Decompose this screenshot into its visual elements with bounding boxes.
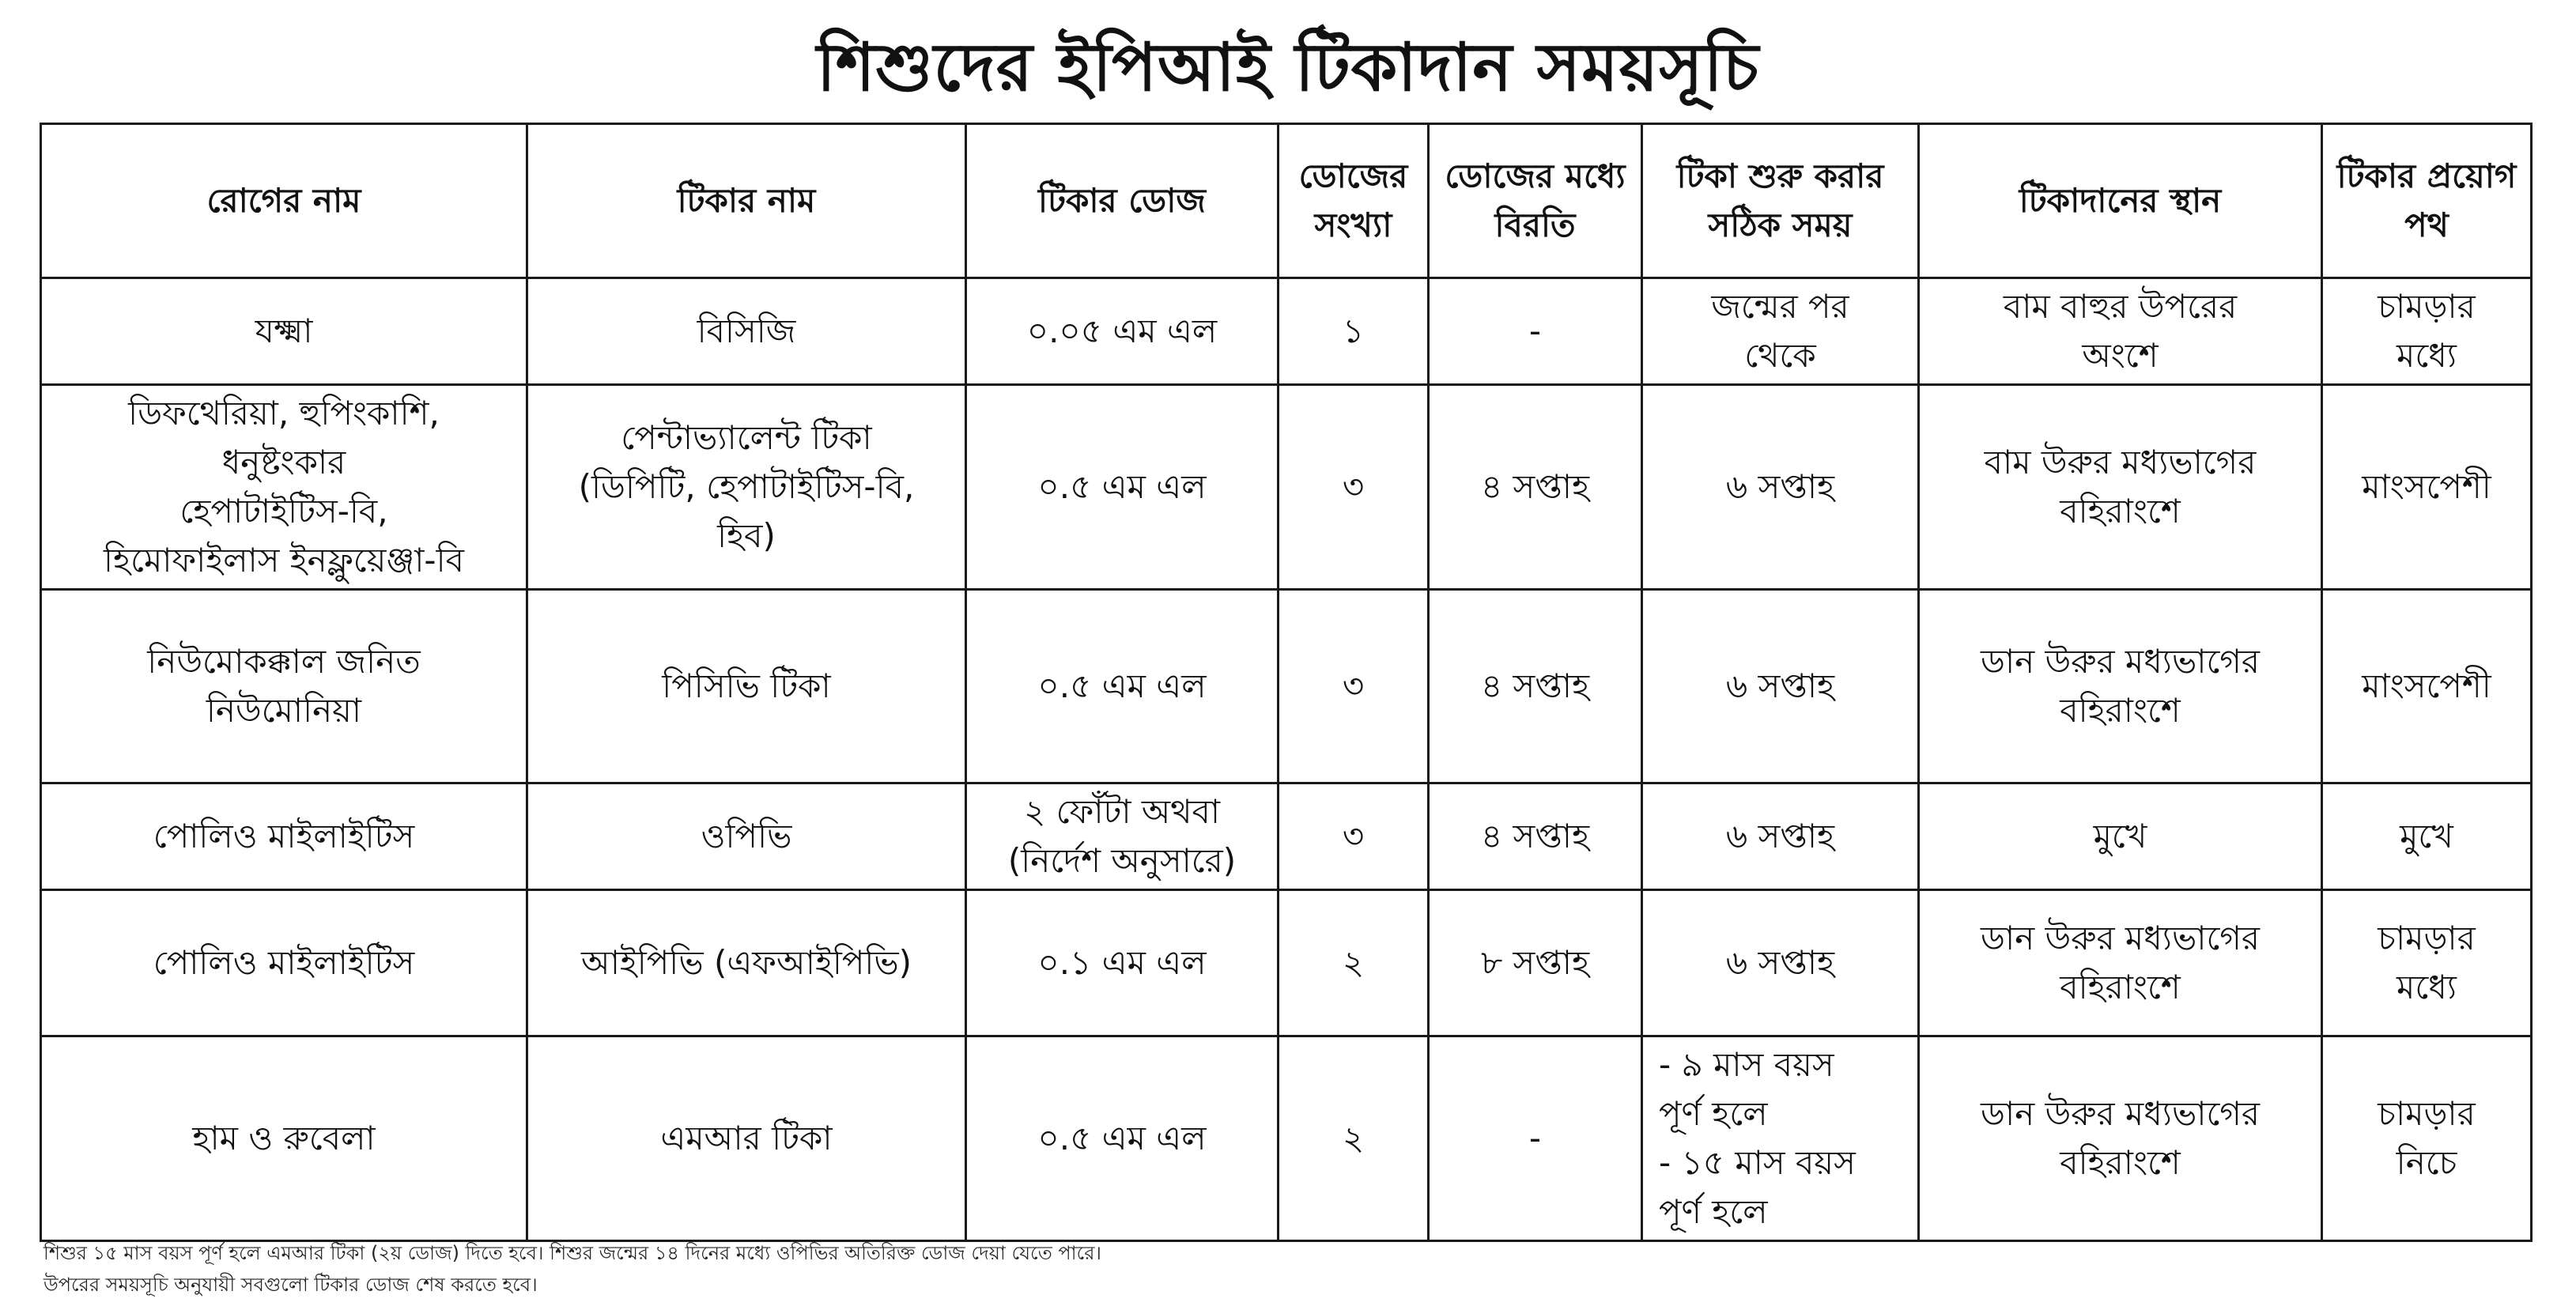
cell-start-time: ৬ সপ্তাহ <box>1642 783 1919 890</box>
cell-injection-site: ডান উরুর মধ্যভাগের বহিরাংশে <box>1919 590 2322 783</box>
header-dose: টিকার ডোজ <box>966 124 1279 278</box>
cell-start-time: ৬ সপ্তাহ <box>1642 590 1919 783</box>
cell-dose-interval: - <box>1429 1036 1642 1241</box>
cell-dose-count: ২ <box>1279 890 1429 1036</box>
cell-dose-count: ২ <box>1279 1036 1429 1241</box>
cell-dose-count: ১ <box>1279 278 1429 385</box>
cell-disease: পোলিও মাইলাইটিস <box>41 783 527 890</box>
table-row <box>41 278 2532 385</box>
cell-dose-interval: ৪ সপ্তাহ <box>1429 385 1642 590</box>
cell-vaccine: ওপিভি <box>527 783 966 890</box>
cell-vaccine: এমআর টিকা <box>527 1036 966 1241</box>
vaccination-schedule-table <box>40 123 2533 1242</box>
header-dose-interval: ডোজের মধ্যে বিরতি <box>1429 124 1642 278</box>
table-row <box>41 1036 2532 1241</box>
footnote-line: উপরের সময়সূচি অনুযায়ী সবগুলো টিকার ডোজ শেষ করতে হবে। <box>43 1274 538 1296</box>
table-row <box>41 590 2532 783</box>
cell-disease: যক্ষ্মা <box>41 278 527 385</box>
cell-vaccine: পিসিভি টিকা <box>527 590 966 783</box>
cell-dose: ২ ফোঁটা অথবা (নির্দেশ অনুসারে) <box>966 783 1279 890</box>
cell-dose-count: ৩ <box>1279 385 1429 590</box>
header-injection-site: টিকাদানের স্থান <box>1919 124 2322 278</box>
cell-disease: হাম ও রুবেলা <box>41 1036 527 1241</box>
page-title: শিশুদের ইপিআই টিকাদান সময়সূচি <box>816 28 1760 106</box>
cell-vaccine: আইপিভি (এফআইপিভি) <box>527 890 966 1036</box>
cell-start-time: ৬ সপ্তাহ <box>1642 890 1919 1036</box>
header-route: টিকার প্রয়োগ পথ <box>2322 124 2532 278</box>
cell-dose-interval: - <box>1429 278 1642 385</box>
cell-route: মাংসপেশী <box>2322 385 2532 590</box>
cell-dose-count: ৩ <box>1279 783 1429 890</box>
cell-start-time: জন্মের পর থেকে <box>1642 278 1919 385</box>
cell-route: চামড়ার মধ্যে <box>2322 890 2532 1036</box>
cell-vaccine: পেন্টাভ্যালেন্ট টিকা (ডিপিটি, হেপাটাইটিস-বি, হিব) <box>527 385 966 590</box>
table-row <box>41 385 2532 590</box>
cell-route: চামড়ার নিচে <box>2322 1036 2532 1241</box>
footnote-line: শিশুর ১৫ মাস বয়স পূর্ণ হলে এমআর টিকা (২য় ডোজ) দিতে হবে। শিশুর জন্মের ১৪ দিনের মধ্যে ওপিভির অতিরিক্ত ডোজ দেয়া যেতে পারে। <box>43 1242 1102 1264</box>
cell-dose-interval: ৪ সপ্তাহ <box>1429 590 1642 783</box>
cell-injection-site: বাম বাহুর উপরের অংশে <box>1919 278 2322 385</box>
cell-dose: ০.০৫ এম এল <box>966 278 1279 385</box>
cell-start-time: ৬ সপ্তাহ <box>1642 385 1919 590</box>
cell-injection-site: মুখে <box>1919 783 2322 890</box>
cell-injection-site: ডান উরুর মধ্যভাগের বহিরাংশে <box>1919 1036 2322 1241</box>
cell-dose-interval: ৪ সপ্তাহ <box>1429 783 1642 890</box>
cell-dose-count: ৩ <box>1279 590 1429 783</box>
header-dose-count: ডোজের সংখ্যা <box>1279 124 1429 278</box>
cell-vaccine: বিসিজি <box>527 278 966 385</box>
cell-start-time: - ৯ মাস বয়স পূর্ণ হলে - ১৫ মাস বয়স পূর্ণ হলে <box>1642 1036 1919 1241</box>
cell-route: চামড়ার মধ্যে <box>2322 278 2532 385</box>
header-disease: রোগের নাম <box>41 124 527 278</box>
cell-route: মাংসপেশী <box>2322 590 2532 783</box>
cell-disease: ডিফথেরিয়া, হুপিংকাশি, ধনুষ্টংকার হেপাটাইটিস-বি, হিমোফাইলাস ইনফ্লুয়েঞ্জা-বি <box>41 385 527 590</box>
header-vaccine: টিকার নাম <box>527 124 966 278</box>
cell-injection-site: বাম উরুর মধ্যভাগের বহিরাংশে <box>1919 385 2322 590</box>
cell-dose: ০.১ এম এল <box>966 890 1279 1036</box>
cell-dose: ০.৫ এম এল <box>966 1036 1279 1241</box>
table-row <box>41 890 2532 1036</box>
cell-disease: পোলিও মাইলাইটিস <box>41 890 527 1036</box>
cell-dose: ০.৫ এম এল <box>966 385 1279 590</box>
header-row <box>41 124 2532 278</box>
cell-injection-site: ডান উরুর মধ্যভাগের বহিরাংশে <box>1919 890 2322 1036</box>
table-row <box>41 783 2532 890</box>
cell-disease: নিউমোকক্কাল জনিত নিউমোনিয়া <box>41 590 527 783</box>
header-start-time: টিকা শুরু করার সঠিক সময় <box>1642 124 1919 278</box>
cell-route: মুখে <box>2322 783 2532 890</box>
cell-dose-interval: ৮ সপ্তাহ <box>1429 890 1642 1036</box>
cell-dose: ০.৫ এম এল <box>966 590 1279 783</box>
